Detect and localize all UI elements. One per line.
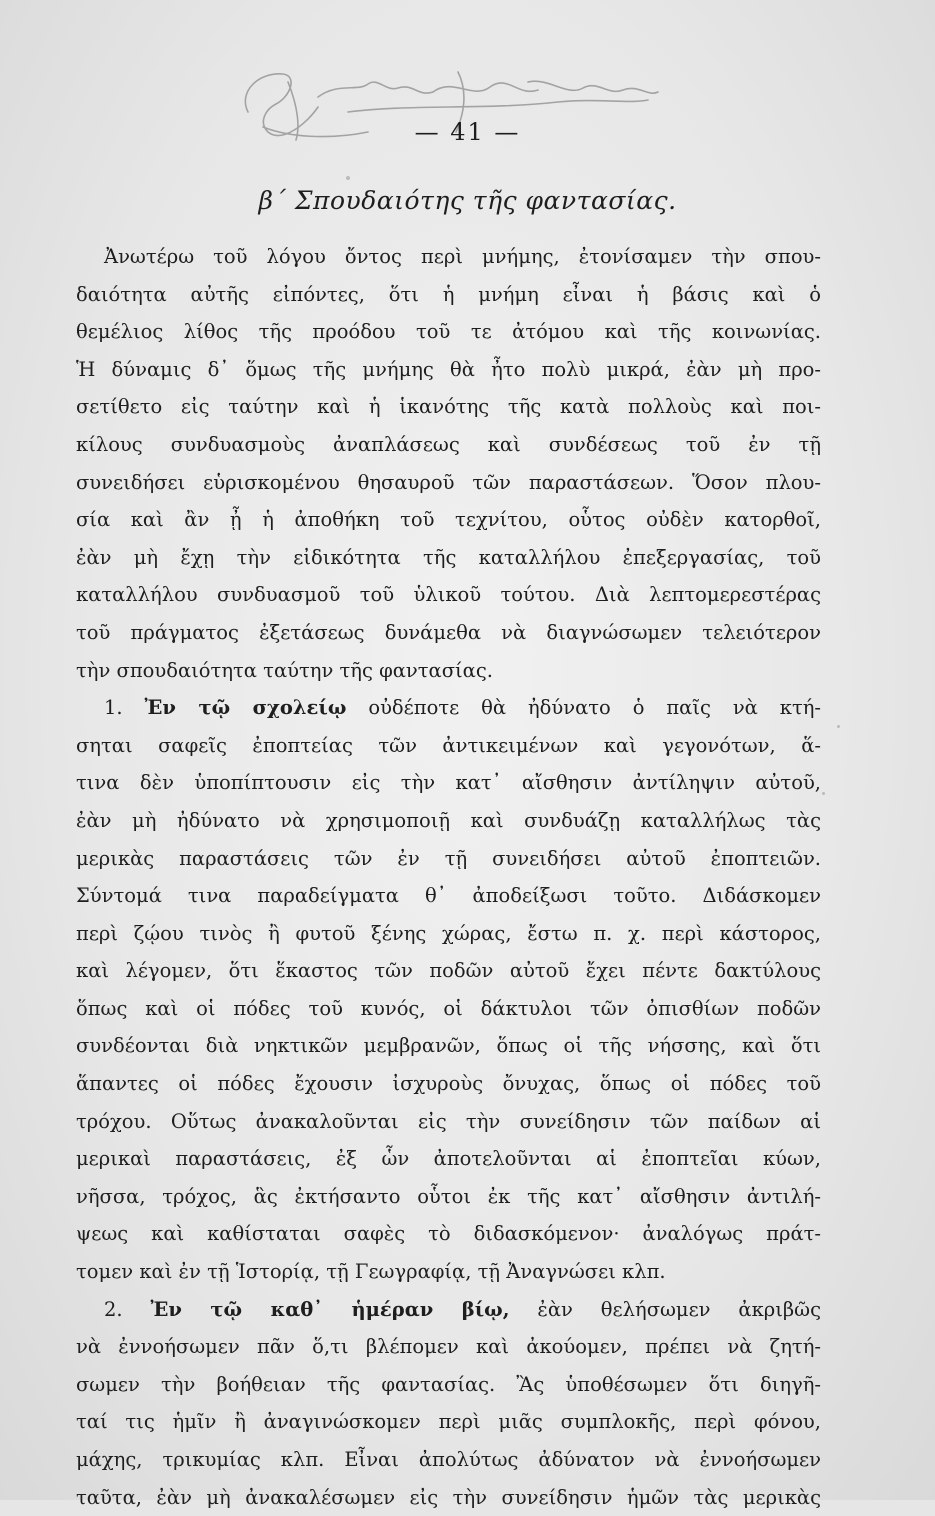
text-line: δαιότητα αὐτῆς εἰπόντες, ὅτι ἡ μνήμη εἶναι ἡ βάσις καὶ ὁ (76, 282, 821, 306)
item-number: 2. (104, 1297, 123, 1321)
text-line: ὅπως καὶ οἱ πόδες τοῦ κυνός, οἱ δάκτυλοι τῶν ὀπισθίων ποδῶν (76, 996, 821, 1020)
text-line: ταί τις ἡμῖν ἢ ἀναγινώσκομεν περὶ μιᾶς συμπλοκῆς, περὶ φόνου, (76, 1410, 821, 1434)
text-line: περὶ ζῴου τινὸς ἢ φυτοῦ ξένης χώρας, ἔστω π. χ. περὶ κάστορος, (76, 921, 821, 945)
text-line: ταῦτα, ἐὰν μὴ ἀνακαλέσωμεν εἰς τὴν συνείδησιν ἡμῶν τὰς μερικὰς (76, 1485, 821, 1509)
item-heading: Ἐν τῷ σχολείῳ (144, 696, 347, 720)
paragraph-daily-life (76, 1291, 821, 1516)
text-line: καταλλήλου συνδυασμοῦ τοῦ ὑλικοῦ τούτου. Διὰ λεπτομερεστέρας (76, 583, 821, 607)
text-line: τρόχου. Οὕτως ἀνακαλοῦνται εἰς τὴν συνείδησιν τῶν παίδων αἱ (76, 1109, 821, 1133)
text-line: ἅπαντες οἱ πόδες ἔχουσιν ἰσχυροὺς ὄνυχας, ὅπως οἱ πόδες τοῦ (76, 1072, 821, 1096)
text-line: συνδέονται διὰ νηκτικῶν μεμβρανῶν, ὅπως οἱ τῆς νήσσης, καὶ ὅτι (76, 1034, 821, 1058)
paper-speck (837, 725, 840, 728)
text-line: μερικὰς παραστάσεις τῶν ἐν τῇ συνειδήσει αὐτοῦ ἐποπτειῶν. (76, 846, 821, 870)
text-line: μερικαὶ παραστάσεις, ἐξ ὧν ἀποτελοῦνται αἱ ἐποπτεῖαι κύων, (76, 1147, 821, 1171)
text-line: μάχης, τρικυμίας κλπ. Εἶναι ἀπολύτως ἀδύνατον νὰ ἐννοήσωμεν (76, 1448, 821, 1471)
text-line-rest: οὐδέποτε θὰ ἠδύνατο ὁ παῖς νὰ κτή- (368, 696, 821, 720)
text-line: ἐὰν μὴ ἠδύνατο νὰ χρησιμοποιῇ καὶ συνδυάζῃ καταλλήλως τὰς (76, 808, 821, 832)
text-line-heading (76, 1291, 821, 1329)
text-line: θεμέλιος λίθος τῆς προόδου τοῦ τε ἀτόμου καὶ τῆς κοινωνίας. (76, 320, 821, 344)
paragraph-school (76, 689, 821, 1291)
text-line: σηται σαφεῖς ἐποπτείας τῶν ἀντικειμένων καὶ γεγονότων, ἅ- (76, 733, 821, 757)
text-line: σετίθετο εἰς ταύτην καὶ ἡ ἱκανότης τῆς κατὰ πολλοὺς καὶ ποι- (76, 395, 821, 419)
text-line: νῆσσα, τρόχος, ἃς ἐκτήσαντο οὗτοι ἐκ τῆς κατ᾽ αἴσθησιν ἀντιλή- (76, 1184, 821, 1208)
text-line: σωμεν τὴν βοήθειαν τῆς φαντασίας. Ἂς ὑποθέσωμεν ὅτι διηγῆ- (76, 1372, 821, 1396)
text-line-heading (76, 689, 821, 727)
text-line: νὰ ἐννοήσωμεν πᾶν ὅ,τι βλέπομεν καὶ ἀκούομεν, πρέπει νὰ ζητή- (76, 1335, 821, 1359)
text-line: τὴν σπουδαιότητα ταύτην τῆς φαντασίας. (76, 658, 493, 682)
text-line: Ἡ δύναμις δ᾽ ὅμως τῆς μνήμης θὰ ἦτο πολὺ μικρά, ἐὰν μὴ προ- (76, 357, 821, 381)
paragraph-intro (76, 238, 821, 689)
text-line: καὶ λέγομεν, ὅτι ἕκαστος τῶν ποδῶν αὐτοῦ ἔχει πέντε δακτύλους (76, 959, 821, 983)
item-number: 1. (104, 696, 123, 720)
text-line: κίλους συνδυασμοὺς ἀναπλάσεως καὶ συνδέσεως τοῦ ἐν τῇ (76, 432, 821, 456)
text-line: τομεν καὶ ἐν τῇ Ἱστορίᾳ, τῇ Γεωγραφίᾳ, τῇ Ἀναγνώσει κλπ. (76, 1260, 666, 1284)
section-title: β΄ Σπουδαιότης τῆς φαντασίας. (258, 186, 677, 215)
text-line: ἐὰν μὴ ἔχῃ τὴν εἰδικότητα τῆς καταλλήλου ἐπεξεργασίας, τοῦ (76, 545, 821, 569)
body-text (76, 238, 821, 1516)
item-heading: Ἐν τῷ καθ᾽ ἡμέραν βίῳ, (150, 1297, 510, 1321)
paper-speck (346, 176, 350, 180)
text-line: Σύντομά τινα παραδείγματα θ᾽ ἀποδείξωσι τοῦτο. Διδάσκομεν (76, 884, 821, 908)
paper-speck (822, 792, 825, 795)
text-line: σία καὶ ἂν ᾖ ἡ ἀποθήκη τοῦ τεχνίτου, οὗτος οὐδὲν κατορθοῖ, (76, 508, 821, 532)
text-line: ψεως καὶ καθίσταται σαφὲς τὸ διδασκόμενον· ἀναλόγως πράτ- (76, 1222, 821, 1246)
text-line-rest: ἐὰν θελήσωμεν ἀκριβῶς (537, 1297, 821, 1321)
page-number: — 41 — (414, 118, 521, 146)
text-line: τοῦ πράγματος ἐξετάσεως δυνάμεθα νὰ διαγνώσωμεν τελειότερον (76, 620, 821, 644)
text-line: συνειδήσει εὑρισκομένου θησαυροῦ τῶν παραστάσεων. Ὅσον πλου- (76, 470, 821, 494)
text-line: Ἀνωτέρω τοῦ λόγου ὄντος περὶ μνήμης, ἐτονίσαμεν τὴν σπου- (104, 245, 821, 268)
text-line: τινα δὲν ὑποπίπτουσιν εἰς τὴν κατ᾽ αἴσθησιν ἀντίληψιν αὐτοῦ, (76, 771, 821, 795)
